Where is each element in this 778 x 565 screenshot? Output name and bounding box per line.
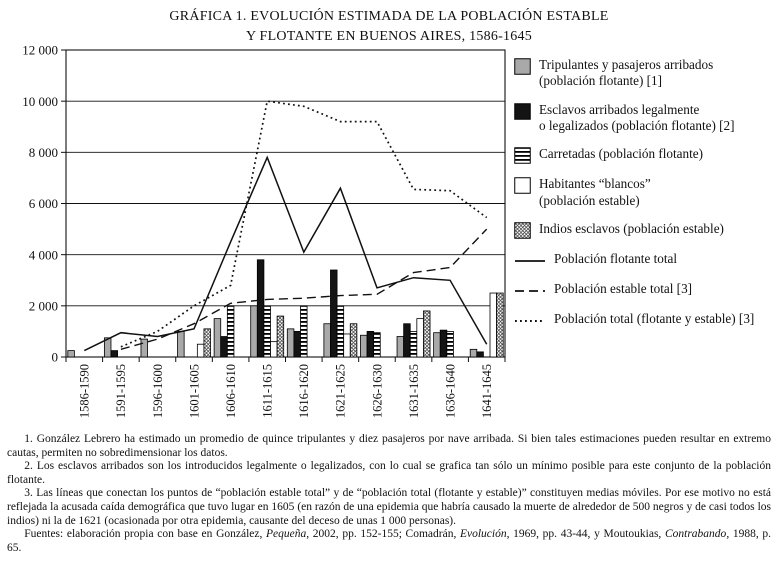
note-1: 1. González Lebrero ha estimado un promedio de quince tripulantes y diez pasajeros por nave arribada. Si bien tales estimaciones pueden resultar en extremo cautas, permiten no sobredimensionar los datos. xyxy=(7,433,771,459)
x-axis-label: 1626-1630 xyxy=(370,364,385,419)
legend-item-1 xyxy=(514,102,776,135)
chart-legend xyxy=(514,57,776,341)
legend-item-2 xyxy=(514,146,776,164)
legend-line-dashed-icon xyxy=(514,282,546,299)
bar xyxy=(300,306,307,357)
x-axis-label: 1586-1590 xyxy=(77,364,92,419)
bar xyxy=(214,319,221,357)
x-axis-label: 1601-1605 xyxy=(187,364,202,419)
bar xyxy=(257,260,264,357)
legend-swatch-white-icon xyxy=(514,177,531,194)
chart-title-line2: Y FLOTANTE EN BUENOS AIRES, 1586-1645 xyxy=(245,28,533,44)
note-2: 2. Los esclavos arribados son los introducidos legalmente o legalizados, con lo cual se grafica tan sólo un mínimo posible para este conjunto de la población flotante. xyxy=(7,460,771,486)
y-axis-label: 6 000 xyxy=(28,196,58,212)
bar xyxy=(410,331,417,357)
x-axis-label: 1611-1615 xyxy=(260,364,275,418)
y-axis-label: 10 000 xyxy=(22,93,58,109)
legend-item-7 xyxy=(514,311,776,329)
legend-item-6 xyxy=(514,281,776,299)
legend-line-solid-icon xyxy=(514,252,546,269)
bar xyxy=(490,293,497,357)
legend-swatch-hstripes-icon xyxy=(514,147,531,164)
y-axis-label: 12 000 xyxy=(22,45,58,58)
legend-item-label: Habitantes “blancos” (población estable) xyxy=(539,176,651,208)
legend-swatch-gray-icon xyxy=(514,58,531,75)
legend-swatch-crosshatch-icon xyxy=(514,222,531,239)
bar xyxy=(141,339,148,357)
x-axis-label: 1591-1595 xyxy=(114,364,129,419)
x-axis-label: 1621-1625 xyxy=(333,364,348,419)
bar xyxy=(277,316,284,357)
bar xyxy=(197,344,204,357)
bar xyxy=(337,306,344,357)
bar xyxy=(287,329,294,357)
bar xyxy=(367,331,374,357)
bar xyxy=(477,352,484,357)
y-axis-label: 4 000 xyxy=(28,247,58,263)
chart-title xyxy=(0,7,778,47)
bar xyxy=(440,330,447,357)
x-axis-label: 1641-1645 xyxy=(480,364,495,419)
bar xyxy=(294,331,301,357)
legend-item-5 xyxy=(514,251,776,269)
bar xyxy=(227,306,234,357)
legend-item-label: Indios esclavos (población estable) xyxy=(539,221,724,237)
chart-notes xyxy=(7,433,771,555)
bar xyxy=(68,351,75,357)
sources-note: Fuentes: elaboración propia con base en González, Pequeña, 2002, pp. 152-155; Comadrán, Evolución, 1969, pp. 43-44, y Moutoukias, Contrabando, 1988, p. 65. xyxy=(7,528,772,554)
x-axis-label: 1616-1620 xyxy=(297,364,312,419)
x-axis-label: 1606-1610 xyxy=(223,364,238,419)
x-axis-label: 1631-1635 xyxy=(406,364,421,419)
bar xyxy=(423,311,430,357)
legend-line-dotted-icon xyxy=(514,312,546,329)
bar xyxy=(204,329,211,357)
population-chart-svg xyxy=(0,45,512,437)
legend-item-label: Población estable total [3] xyxy=(554,281,693,297)
bar xyxy=(374,333,381,357)
legend-item-4 xyxy=(514,221,776,239)
legend-item-label: Población total (flotante y estable) [3] xyxy=(554,311,755,327)
bar xyxy=(264,306,271,357)
bar xyxy=(271,342,278,357)
bar xyxy=(434,333,441,357)
bar xyxy=(497,293,504,357)
bar xyxy=(111,351,118,357)
legend-item-0 xyxy=(514,57,776,90)
legend-item-label: Esclavos arribados legalmente o legalizados (población flotante) [2] xyxy=(539,101,735,134)
x-axis-label: 1636-1640 xyxy=(443,364,458,419)
bar xyxy=(360,335,367,357)
legend-item-label: Tripulantes y pasajeros arribados (población flotante) [1] xyxy=(539,57,714,89)
bar xyxy=(447,331,454,357)
legend-item-label: Población flotante total xyxy=(554,251,678,267)
bar xyxy=(330,270,337,357)
bar xyxy=(470,349,477,357)
population-chart xyxy=(0,45,512,437)
y-axis-label: 2 000 xyxy=(28,298,58,314)
bar xyxy=(251,306,258,357)
x-axis-label: 1596-1600 xyxy=(150,364,165,419)
y-axis-label: 0 xyxy=(51,349,58,365)
y-axis-label: 8 000 xyxy=(28,144,58,160)
bar xyxy=(417,319,424,357)
legend-swatch-black-icon xyxy=(514,103,531,120)
legend-item-label: Carretadas (población flotante) xyxy=(539,146,704,162)
bar xyxy=(404,324,411,357)
bar xyxy=(324,324,331,357)
chart-title-line1: GRÁFICA 1. EVOLUCIÓN ESTIMADA DE LA POBLACIÓN ESTABLE xyxy=(169,9,609,24)
bar xyxy=(344,334,351,357)
bar xyxy=(178,331,185,357)
bar xyxy=(397,337,404,357)
legend-item-3 xyxy=(514,176,776,209)
bar xyxy=(221,337,228,357)
note-3: 3. Las líneas que conectan los puntos de “población estable total” y de “población total (flotante y estable)” constituyen medias móviles. Por ese motivo no está reflejada la acusada caída demográfica que tuvo lugar en 1605 (en razón de una epidemia que habría causado la muerte de alrededor de 500 negros y de casi todos los indios) ni la de 1621 (ocasionada por otra epidemia, causante del deceso de unas 1 000 personas). xyxy=(7,487,771,527)
bar xyxy=(350,324,357,357)
